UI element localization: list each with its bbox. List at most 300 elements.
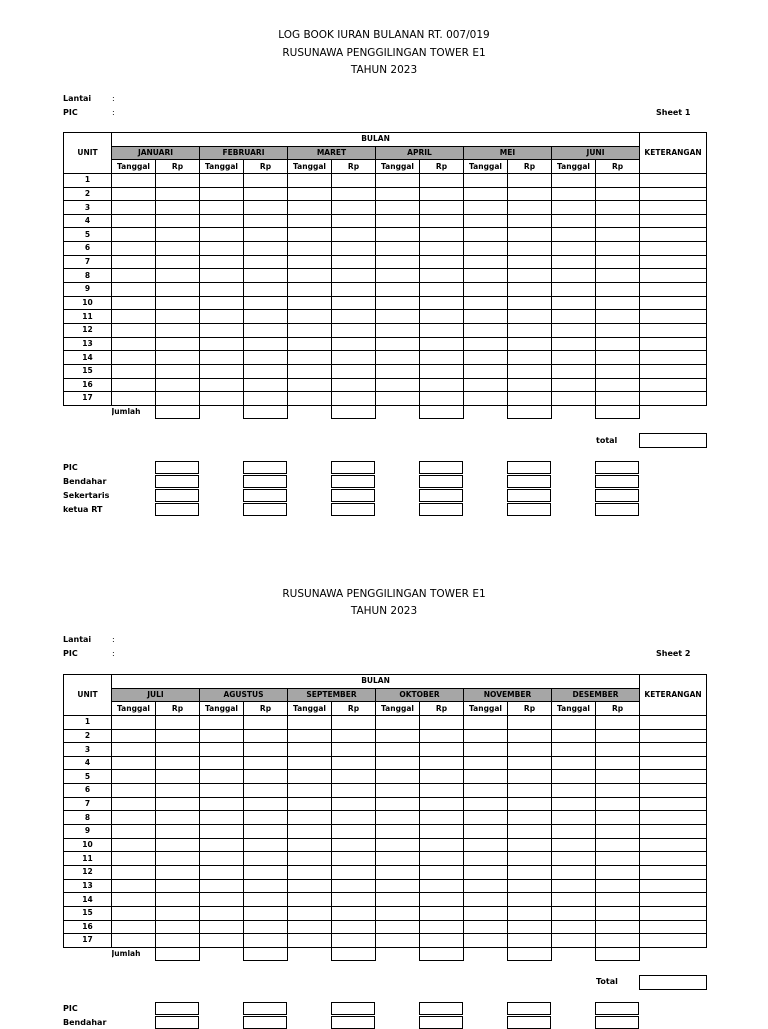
rp-cell[interactable] — [244, 255, 288, 269]
rp-cell[interactable] — [420, 296, 464, 310]
tanggal-cell[interactable] — [288, 920, 332, 934]
tanggal-cell[interactable] — [376, 811, 420, 825]
tanggal-cell[interactable] — [288, 906, 332, 920]
tanggal-cell[interactable] — [376, 283, 420, 297]
rp-cell[interactable] — [420, 378, 464, 392]
rp-cell[interactable] — [508, 729, 552, 743]
rp-cell[interactable] — [156, 784, 200, 798]
rp-cell[interactable] — [244, 337, 288, 351]
keterangan-cell[interactable] — [640, 934, 707, 948]
keterangan-cell[interactable] — [640, 214, 707, 228]
tanggal-cell[interactable] — [464, 392, 508, 406]
rp-cell[interactable] — [420, 214, 464, 228]
rp-cell[interactable] — [156, 729, 200, 743]
tanggal-cell[interactable] — [112, 310, 156, 324]
tanggal-cell[interactable] — [552, 269, 596, 283]
rp-cell[interactable] — [244, 201, 288, 215]
tanggal-cell[interactable] — [112, 825, 156, 839]
tanggal-cell[interactable] — [376, 173, 420, 187]
rp-cell[interactable] — [420, 269, 464, 283]
rp-cell[interactable] — [420, 756, 464, 770]
rp-cell[interactable] — [244, 865, 288, 879]
tanggal-cell[interactable] — [464, 920, 508, 934]
tanggal-cell[interactable] — [200, 228, 244, 242]
tanggal-cell[interactable] — [112, 269, 156, 283]
rp-cell[interactable] — [156, 906, 200, 920]
rp-cell[interactable] — [156, 920, 200, 934]
jumlah-cell[interactable] — [508, 405, 552, 419]
rp-cell[interactable] — [508, 351, 552, 365]
rp-cell[interactable] — [596, 729, 640, 743]
tanggal-cell[interactable] — [288, 269, 332, 283]
tanggal-cell[interactable] — [464, 351, 508, 365]
tanggal-cell[interactable] — [112, 852, 156, 866]
rp-cell[interactable] — [596, 173, 640, 187]
tanggal-cell[interactable] — [112, 351, 156, 365]
rp-cell[interactable] — [156, 351, 200, 365]
signature-box[interactable] — [243, 475, 287, 488]
tanggal-cell[interactable] — [200, 323, 244, 337]
rp-cell[interactable] — [332, 893, 376, 907]
tanggal-cell[interactable] — [552, 351, 596, 365]
tanggal-cell[interactable] — [464, 255, 508, 269]
rp-cell[interactable] — [508, 255, 552, 269]
rp-cell[interactable] — [332, 906, 376, 920]
signature-box[interactable] — [243, 461, 287, 474]
tanggal-cell[interactable] — [376, 756, 420, 770]
rp-cell[interactable] — [508, 323, 552, 337]
keterangan-cell[interactable] — [640, 743, 707, 757]
tanggal-cell[interactable] — [376, 337, 420, 351]
tanggal-cell[interactable] — [552, 337, 596, 351]
tanggal-cell[interactable] — [112, 378, 156, 392]
rp-cell[interactable] — [332, 729, 376, 743]
rp-cell[interactable] — [420, 173, 464, 187]
rp-cell[interactable] — [332, 852, 376, 866]
rp-cell[interactable] — [596, 770, 640, 784]
keterangan-cell[interactable] — [640, 187, 707, 201]
rp-cell[interactable] — [244, 879, 288, 893]
rp-cell[interactable] — [156, 242, 200, 256]
keterangan-cell[interactable] — [640, 797, 707, 811]
tanggal-cell[interactable] — [200, 852, 244, 866]
rp-cell[interactable] — [332, 865, 376, 879]
rp-cell[interactable] — [420, 879, 464, 893]
tanggal-cell[interactable] — [288, 228, 332, 242]
rp-cell[interactable] — [420, 187, 464, 201]
rp-cell[interactable] — [156, 283, 200, 297]
tanggal-cell[interactable] — [376, 865, 420, 879]
tanggal-cell[interactable] — [200, 715, 244, 729]
rp-cell[interactable] — [508, 242, 552, 256]
tanggal-cell[interactable] — [200, 729, 244, 743]
signature-box[interactable] — [595, 1016, 639, 1029]
rp-cell[interactable] — [508, 797, 552, 811]
signature-box[interactable] — [595, 475, 639, 488]
tanggal-cell[interactable] — [288, 337, 332, 351]
tanggal-cell[interactable] — [288, 743, 332, 757]
tanggal-cell[interactable] — [464, 893, 508, 907]
tanggal-cell[interactable] — [200, 838, 244, 852]
tanggal-cell[interactable] — [552, 364, 596, 378]
rp-cell[interactable] — [508, 296, 552, 310]
keterangan-cell[interactable] — [640, 784, 707, 798]
rp-cell[interactable] — [244, 934, 288, 948]
rp-cell[interactable] — [332, 351, 376, 365]
rp-cell[interactable] — [244, 173, 288, 187]
tanggal-cell[interactable] — [552, 825, 596, 839]
rp-cell[interactable] — [420, 797, 464, 811]
tanggal-cell[interactable] — [464, 825, 508, 839]
rp-cell[interactable] — [420, 283, 464, 297]
tanggal-cell[interactable] — [112, 893, 156, 907]
signature-box[interactable] — [243, 1016, 287, 1029]
rp-cell[interactable] — [156, 323, 200, 337]
tanggal-cell[interactable] — [112, 364, 156, 378]
rp-cell[interactable] — [332, 378, 376, 392]
tanggal-cell[interactable] — [112, 865, 156, 879]
tanggal-cell[interactable] — [552, 283, 596, 297]
tanggal-cell[interactable] — [464, 838, 508, 852]
signature-box[interactable] — [331, 461, 375, 474]
rp-cell[interactable] — [508, 920, 552, 934]
tanggal-cell[interactable] — [464, 715, 508, 729]
tanggal-cell[interactable] — [288, 797, 332, 811]
rp-cell[interactable] — [244, 715, 288, 729]
jumlah-cell[interactable] — [596, 947, 640, 961]
signature-box[interactable] — [507, 1016, 551, 1029]
rp-cell[interactable] — [420, 852, 464, 866]
rp-cell[interactable] — [420, 893, 464, 907]
tanggal-cell[interactable] — [376, 255, 420, 269]
rp-cell[interactable] — [596, 811, 640, 825]
rp-cell[interactable] — [244, 770, 288, 784]
rp-cell[interactable] — [244, 743, 288, 757]
tanggal-cell[interactable] — [200, 879, 244, 893]
jumlah-cell[interactable] — [332, 405, 376, 419]
rp-cell[interactable] — [420, 242, 464, 256]
tanggal-cell[interactable] — [200, 920, 244, 934]
rp-cell[interactable] — [244, 838, 288, 852]
tanggal-cell[interactable] — [552, 242, 596, 256]
rp-cell[interactable] — [596, 715, 640, 729]
rp-cell[interactable] — [508, 825, 552, 839]
tanggal-cell[interactable] — [288, 811, 332, 825]
tanggal-cell[interactable] — [288, 729, 332, 743]
rp-cell[interactable] — [156, 255, 200, 269]
tanggal-cell[interactable] — [288, 879, 332, 893]
tanggal-cell[interactable] — [552, 187, 596, 201]
rp-cell[interactable] — [596, 879, 640, 893]
rp-cell[interactable] — [596, 323, 640, 337]
rp-cell[interactable] — [420, 838, 464, 852]
tanggal-cell[interactable] — [376, 879, 420, 893]
tanggal-cell[interactable] — [200, 378, 244, 392]
tanggal-cell[interactable] — [552, 378, 596, 392]
rp-cell[interactable] — [244, 283, 288, 297]
tanggal-cell[interactable] — [112, 187, 156, 201]
rp-cell[interactable] — [508, 173, 552, 187]
tanggal-cell[interactable] — [200, 351, 244, 365]
tanggal-cell[interactable] — [200, 283, 244, 297]
signature-box[interactable] — [507, 461, 551, 474]
rp-cell[interactable] — [244, 797, 288, 811]
rp-cell[interactable] — [244, 852, 288, 866]
rp-cell[interactable] — [332, 797, 376, 811]
tanggal-cell[interactable] — [376, 214, 420, 228]
rp-cell[interactable] — [508, 201, 552, 215]
tanggal-cell[interactable] — [464, 364, 508, 378]
rp-cell[interactable] — [332, 743, 376, 757]
tanggal-cell[interactable] — [464, 756, 508, 770]
tanggal-cell[interactable] — [552, 784, 596, 798]
tanggal-cell[interactable] — [112, 879, 156, 893]
rp-cell[interactable] — [420, 906, 464, 920]
keterangan-cell[interactable] — [640, 715, 707, 729]
tanggal-cell[interactable] — [552, 865, 596, 879]
rp-cell[interactable] — [596, 852, 640, 866]
tanggal-cell[interactable] — [112, 906, 156, 920]
tanggal-cell[interactable] — [200, 797, 244, 811]
rp-cell[interactable] — [508, 756, 552, 770]
rp-cell[interactable] — [244, 214, 288, 228]
tanggal-cell[interactable] — [200, 893, 244, 907]
tanggal-cell[interactable] — [112, 729, 156, 743]
rp-cell[interactable] — [332, 784, 376, 798]
tanggal-cell[interactable] — [552, 296, 596, 310]
signature-box[interactable] — [595, 461, 639, 474]
signature-box[interactable] — [155, 461, 199, 474]
keterangan-cell[interactable] — [640, 269, 707, 283]
rp-cell[interactable] — [332, 187, 376, 201]
rp-cell[interactable] — [332, 920, 376, 934]
rp-cell[interactable] — [420, 337, 464, 351]
rp-cell[interactable] — [596, 743, 640, 757]
rp-cell[interactable] — [156, 296, 200, 310]
tanggal-cell[interactable] — [112, 296, 156, 310]
tanggal-cell[interactable] — [112, 228, 156, 242]
tanggal-cell[interactable] — [552, 852, 596, 866]
rp-cell[interactable] — [244, 228, 288, 242]
keterangan-cell[interactable] — [640, 729, 707, 743]
rp-cell[interactable] — [596, 784, 640, 798]
tanggal-cell[interactable] — [376, 187, 420, 201]
signature-box[interactable] — [419, 503, 463, 516]
jumlah-cell[interactable] — [596, 405, 640, 419]
rp-cell[interactable] — [596, 337, 640, 351]
rp-cell[interactable] — [332, 296, 376, 310]
keterangan-cell[interactable] — [640, 378, 707, 392]
tanggal-cell[interactable] — [112, 920, 156, 934]
tanggal-cell[interactable] — [464, 242, 508, 256]
tanggal-cell[interactable] — [376, 392, 420, 406]
keterangan-cell[interactable] — [640, 838, 707, 852]
signature-box[interactable] — [331, 489, 375, 502]
keterangan-cell[interactable] — [640, 392, 707, 406]
tanggal-cell[interactable] — [288, 187, 332, 201]
tanggal-cell[interactable] — [464, 187, 508, 201]
rp-cell[interactable] — [244, 920, 288, 934]
signature-box[interactable] — [155, 475, 199, 488]
rp-cell[interactable] — [596, 797, 640, 811]
signature-box[interactable] — [155, 503, 199, 516]
signature-box[interactable] — [331, 475, 375, 488]
tanggal-cell[interactable] — [464, 934, 508, 948]
keterangan-cell[interactable] — [640, 879, 707, 893]
tanggal-cell[interactable] — [288, 201, 332, 215]
tanggal-cell[interactable] — [200, 364, 244, 378]
tanggal-cell[interactable] — [112, 715, 156, 729]
tanggal-cell[interactable] — [464, 743, 508, 757]
tanggal-cell[interactable] — [200, 906, 244, 920]
rp-cell[interactable] — [244, 811, 288, 825]
tanggal-cell[interactable] — [376, 378, 420, 392]
tanggal-cell[interactable] — [200, 784, 244, 798]
tanggal-cell[interactable] — [552, 770, 596, 784]
tanggal-cell[interactable] — [552, 879, 596, 893]
rp-cell[interactable] — [596, 214, 640, 228]
rp-cell[interactable] — [156, 392, 200, 406]
rp-cell[interactable] — [332, 310, 376, 324]
tanggal-cell[interactable] — [112, 214, 156, 228]
tanggal-cell[interactable] — [112, 756, 156, 770]
tanggal-cell[interactable] — [376, 797, 420, 811]
tanggal-cell[interactable] — [288, 323, 332, 337]
tanggal-cell[interactable] — [288, 756, 332, 770]
keterangan-cell[interactable] — [640, 852, 707, 866]
rp-cell[interactable] — [420, 323, 464, 337]
rp-cell[interactable] — [156, 934, 200, 948]
tanggal-cell[interactable] — [376, 893, 420, 907]
rp-cell[interactable] — [596, 865, 640, 879]
rp-cell[interactable] — [420, 934, 464, 948]
rp-cell[interactable] — [596, 296, 640, 310]
tanggal-cell[interactable] — [464, 201, 508, 215]
rp-cell[interactable] — [244, 893, 288, 907]
rp-cell[interactable] — [156, 756, 200, 770]
tanggal-cell[interactable] — [200, 743, 244, 757]
tanggal-cell[interactable] — [200, 337, 244, 351]
tanggal-cell[interactable] — [376, 323, 420, 337]
rp-cell[interactable] — [156, 893, 200, 907]
tanggal-cell[interactable] — [288, 392, 332, 406]
rp-cell[interactable] — [420, 255, 464, 269]
rp-cell[interactable] — [156, 852, 200, 866]
rp-cell[interactable] — [156, 811, 200, 825]
rp-cell[interactable] — [508, 784, 552, 798]
tanggal-cell[interactable] — [200, 296, 244, 310]
tanggal-cell[interactable] — [288, 364, 332, 378]
rp-cell[interactable] — [508, 378, 552, 392]
rp-cell[interactable] — [420, 811, 464, 825]
rp-cell[interactable] — [156, 743, 200, 757]
signature-box[interactable] — [331, 503, 375, 516]
rp-cell[interactable] — [596, 310, 640, 324]
rp-cell[interactable] — [508, 283, 552, 297]
tanggal-cell[interactable] — [376, 934, 420, 948]
keterangan-cell[interactable] — [640, 351, 707, 365]
rp-cell[interactable] — [156, 825, 200, 839]
tanggal-cell[interactable] — [464, 214, 508, 228]
tanggal-cell[interactable] — [288, 784, 332, 798]
rp-cell[interactable] — [332, 337, 376, 351]
jumlah-cell[interactable] — [244, 405, 288, 419]
rp-cell[interactable] — [508, 715, 552, 729]
keterangan-cell[interactable] — [640, 323, 707, 337]
rp-cell[interactable] — [508, 852, 552, 866]
rp-cell[interactable] — [508, 811, 552, 825]
tanggal-cell[interactable] — [552, 323, 596, 337]
keterangan-cell[interactable] — [640, 296, 707, 310]
tanggal-cell[interactable] — [376, 228, 420, 242]
tanggal-cell[interactable] — [376, 825, 420, 839]
rp-cell[interactable] — [508, 187, 552, 201]
tanggal-cell[interactable] — [288, 865, 332, 879]
rp-cell[interactable] — [244, 364, 288, 378]
tanggal-cell[interactable] — [552, 715, 596, 729]
rp-cell[interactable] — [332, 838, 376, 852]
rp-cell[interactable] — [508, 214, 552, 228]
tanggal-cell[interactable] — [288, 296, 332, 310]
rp-cell[interactable] — [244, 784, 288, 798]
keterangan-cell[interactable] — [640, 364, 707, 378]
jumlah-cell[interactable] — [420, 947, 464, 961]
keterangan-cell[interactable] — [640, 228, 707, 242]
tanggal-cell[interactable] — [112, 173, 156, 187]
tanggal-cell[interactable] — [552, 811, 596, 825]
jumlah-cell[interactable] — [508, 947, 552, 961]
signature-box[interactable] — [243, 489, 287, 502]
keterangan-cell[interactable] — [640, 893, 707, 907]
rp-cell[interactable] — [244, 323, 288, 337]
rp-cell[interactable] — [156, 337, 200, 351]
tanggal-cell[interactable] — [464, 852, 508, 866]
rp-cell[interactable] — [508, 337, 552, 351]
rp-cell[interactable] — [332, 715, 376, 729]
rp-cell[interactable] — [332, 934, 376, 948]
signature-box[interactable] — [155, 489, 199, 502]
tanggal-cell[interactable] — [464, 283, 508, 297]
rp-cell[interactable] — [596, 378, 640, 392]
rp-cell[interactable] — [420, 228, 464, 242]
signature-box[interactable] — [331, 1016, 375, 1029]
signature-box[interactable] — [155, 1002, 199, 1015]
tanggal-cell[interactable] — [464, 729, 508, 743]
rp-cell[interactable] — [156, 715, 200, 729]
tanggal-cell[interactable] — [376, 242, 420, 256]
rp-cell[interactable] — [596, 364, 640, 378]
rp-cell[interactable] — [420, 729, 464, 743]
rp-cell[interactable] — [508, 770, 552, 784]
tanggal-cell[interactable] — [552, 797, 596, 811]
tanggal-cell[interactable] — [200, 825, 244, 839]
rp-cell[interactable] — [156, 865, 200, 879]
keterangan-cell[interactable] — [640, 906, 707, 920]
tanggal-cell[interactable] — [552, 920, 596, 934]
tanggal-cell[interactable] — [112, 770, 156, 784]
tanggal-cell[interactable] — [288, 715, 332, 729]
rp-cell[interactable] — [156, 201, 200, 215]
tanggal-cell[interactable] — [552, 214, 596, 228]
rp-cell[interactable] — [508, 879, 552, 893]
tanggal-cell[interactable] — [464, 173, 508, 187]
tanggal-cell[interactable] — [200, 756, 244, 770]
rp-cell[interactable] — [508, 364, 552, 378]
rp-cell[interactable] — [508, 865, 552, 879]
keterangan-cell[interactable] — [640, 242, 707, 256]
rp-cell[interactable] — [156, 310, 200, 324]
tanggal-cell[interactable] — [376, 770, 420, 784]
